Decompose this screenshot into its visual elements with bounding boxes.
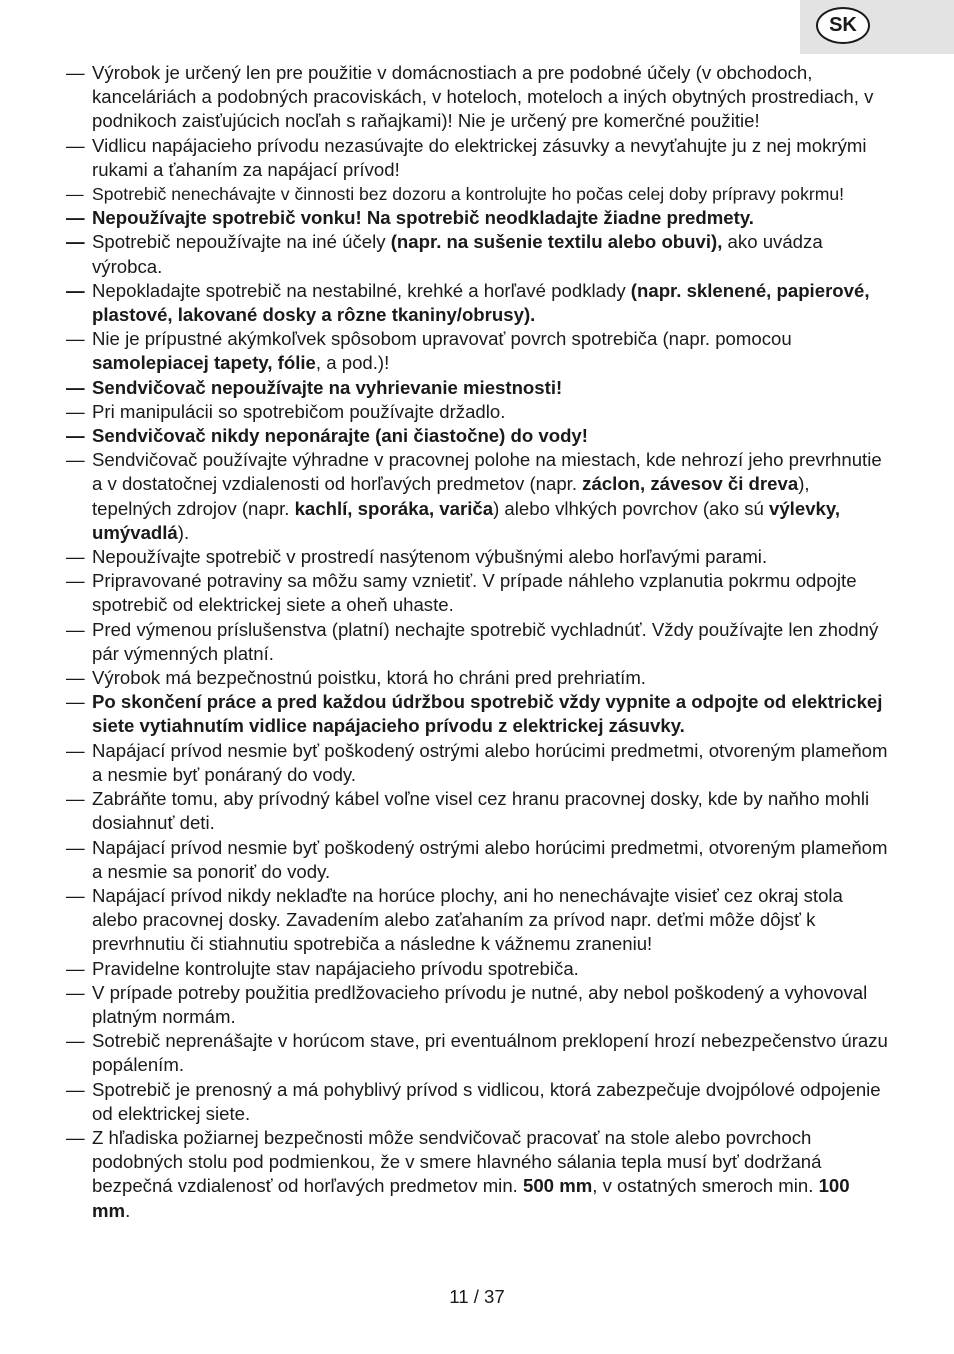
dash-bullet: —: [66, 328, 85, 350]
list-item: [66, 206, 892, 230]
dash-bullet: —: [66, 667, 85, 689]
list-item: [66, 957, 892, 981]
item-text: Sendvičovač nepoužívajte na vyhrievanie miestnosti!: [92, 376, 563, 398]
dash-bullet: —: [66, 618, 85, 640]
item-text: Nepoužívajte spotrebič vonku! Na spotrebič neodkladajte žiadne predmety.: [92, 207, 754, 229]
dash-bullet: —: [66, 1078, 85, 1100]
list-item: [66, 981, 892, 1029]
dash-bullet: —: [66, 449, 85, 471]
page-number: 11 / 37: [449, 1286, 505, 1307]
item-text: Nepoužívajte spotrebič v prostredí nasýtenom výbušnými alebo horľavými parami.: [92, 546, 768, 568]
dash-bullet: —: [66, 184, 84, 205]
list-item: [66, 400, 892, 424]
dash-bullet: —: [66, 836, 85, 858]
dash-bullet: —: [66, 570, 85, 592]
list-item: [66, 1078, 892, 1126]
dash-bullet: —: [66, 425, 85, 447]
list-item: [66, 61, 892, 134]
item-text: Spotrebič je prenosný a má pohyblivý prívod s vidlicou, ktorá zabezpečuje dvojpólové odpojenie od elektrickej siete.: [92, 1078, 881, 1124]
language-badge: SK: [816, 7, 870, 44]
dash-bullet: —: [66, 207, 85, 229]
item-text: Pred výmenou príslušenstva (platní) nechajte spotrebič vychladnúť. Vždy používajte len zhodný pár výmenných platní.: [92, 618, 879, 664]
list-item: [66, 327, 892, 375]
safety-instructions-list: [66, 61, 892, 1223]
dash-bullet: —: [66, 691, 85, 713]
dash-bullet: —: [66, 957, 85, 979]
list-item: [66, 787, 892, 835]
item-text: Zabráňte tomu, aby prívodný kábel voľne visel cez hranu pracovnej dosky, kde by naňho mohli dosiahnuť deti.: [92, 788, 870, 834]
list-item: [66, 182, 892, 206]
item-text: V prípade potreby použitia predlžovacieho prívodu je nutné, aby nebol poškodený a vyhovoval platným normám.: [92, 981, 868, 1027]
dash-bullet: —: [66, 788, 85, 810]
dash-bullet: —: [66, 884, 85, 906]
list-item: [66, 376, 892, 400]
item-text: Napájací prívod nesmie byť poškodený ostrými alebo horúcimi predmetmi, otvoreným plameňom a nesmie byť ponáraný do vody.: [92, 739, 888, 785]
dash-bullet: —: [66, 739, 85, 761]
item-text: Vidlicu napájacieho prívodu nezasúvajte do elektrickej zásuvky a nevyťahujte ju z nej mokrými rukami a ťahaním za napájací prívod!: [92, 134, 867, 180]
dash-bullet: —: [66, 546, 85, 568]
list-item: [66, 1126, 892, 1223]
item-text: Sendvičovač používajte výhradne v pracovnej polohe na miestach, kde nehrozí jeho prevrhnutie a v dostatočnej vzdialenosti od horľavých predmetov (napr. záclon, závesov či dreva), tepelných zdrojov (napr. kachlí, sporáka, variča) alebo vlhkých povrchov (ako sú výlevky, umývadlá).: [92, 449, 882, 543]
dash-bullet: —: [66, 279, 85, 301]
item-text: Pri manipulácii so spotrebičom používajte držadlo.: [92, 400, 506, 422]
list-item: [66, 836, 892, 884]
item-text: Z hľadiska požiarnej bezpečnosti môže sendvičovač pracovať na stole alebo povrchoch podobných stolu pod podmienkou, že v smere hlavného sálania tepla musí byť dodržaná bezpečná vzdialenosť od horľavých predmetov min. 500 mm, v ostatných smeroch min. 100 mm.: [92, 1126, 850, 1221]
list-item: [66, 618, 892, 666]
list-item: [66, 666, 892, 690]
item-text: Sendvičovač nikdy neponárajte (ani čiastočne) do vody!: [92, 425, 588, 447]
dash-bullet: —: [66, 981, 85, 1003]
dash-bullet: —: [66, 376, 85, 398]
list-item: [66, 1029, 892, 1077]
list-item: [66, 448, 892, 545]
item-text: Spotrebič nepoužívajte na iné účely (napr. na sušenie textilu alebo obuvi), ako uvádza výrobca.: [92, 231, 823, 277]
list-item: [66, 230, 892, 278]
item-text: Nepokladajte spotrebič na nestabilné, krehké a horľavé podklady (napr. sklenené, papierové, plastové, lakované dosky a rôzne tkaniny/obrusy).: [92, 279, 870, 326]
item-text: Po skončení práce a pred každou údržbou spotrebič vždy vypnite a odpojte od elektrickej siete vytiahnutím vidlice napájacieho prívodu z elektrickej zásuvky.: [92, 691, 883, 737]
language-tab: [800, 0, 954, 54]
list-item: [66, 134, 892, 182]
list-item: [66, 279, 892, 327]
list-item: [66, 569, 892, 617]
dash-bullet: —: [66, 62, 85, 83]
item-text: Napájací prívod nesmie byť poškodený ostrými alebo horúcimi predmetmi, otvoreným plameňom a nesmie sa ponoriť do vody.: [92, 836, 888, 882]
item-text: Sotrebič neprenášajte v horúcom stave, pri eventuálnom preklopení hrozí nebezpečenstvo úrazu popálením.: [92, 1030, 888, 1076]
item-text: Pravidelne kontrolujte stav napájacieho prívodu spotrebiča.: [92, 957, 579, 979]
list-item: [66, 884, 892, 957]
item-text: Spotrebič nenechávajte v činnosti bez dozoru a kontrolujte ho počas celej doby prípravy pokrmu!: [92, 184, 845, 205]
item-text: Výrobok je určený len pre použitie v domácnostiach a pre podobné účely (v obchodoch, kanceláriách a podobných pracoviskách, v hoteloch, moteloch a iných obytných prostrediach, v podnikoch zaisťujúcich nocľah s raňajkami)! Nie je určený pre komerčné použitie!: [92, 62, 874, 132]
list-item: [66, 739, 892, 787]
dash-bullet: —: [66, 1126, 85, 1148]
item-text: Pripravované potraviny sa môžu samy vznietiť. V prípade náhleho vzplanutia pokrmu odpojte spotrebič od elektrickej siete a oheň uhaste.: [92, 570, 857, 616]
item-text: Napájací prívod nikdy neklaďte na horúce plochy, ani ho nenechávajte visieť cez okraj stola alebo pracovnej dosky. Zavadením alebo zaťahaním za prívod napr. deťmi môže dôjsť k prevrhnutiu či stiahnutiu spotrebiča a následne k vážnemu zraneniu!: [92, 884, 843, 955]
dash-bullet: —: [66, 400, 85, 422]
item-text: Nie je prípustné akýmkoľvek spôsobom upravovať povrch spotrebiča (napr. pomocou samolepiacej tapety, fólie, a pod.)!: [92, 328, 792, 374]
dash-bullet: —: [66, 231, 85, 253]
dash-bullet: —: [66, 134, 85, 156]
list-item: [66, 690, 892, 738]
dash-bullet: —: [66, 1030, 85, 1052]
list-item: [66, 545, 892, 569]
item-text: Výrobok má bezpečnostnú poistku, ktorá ho chráni pred prehriatím.: [92, 667, 646, 689]
list-item: [66, 424, 892, 448]
